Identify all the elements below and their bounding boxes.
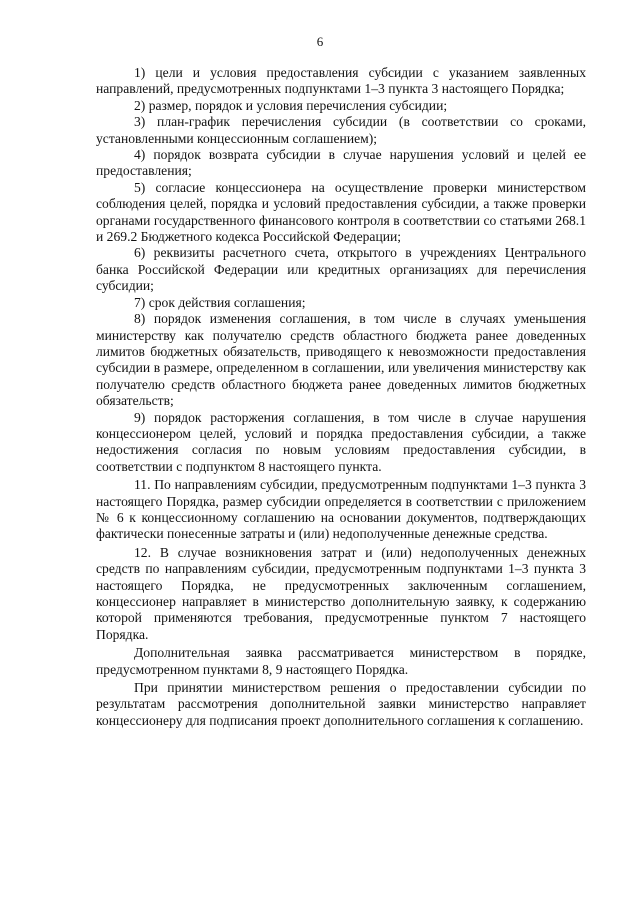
page-number: 6 — [316, 34, 324, 49]
list-item-3: 3) план-график перечисления субсидии (в соответствии со сроками, установленными концессионным соглашением); — [96, 114, 586, 146]
list-item-6: 6) реквизиты расчетного счета, открытого в учреждениях Центрального банка Российской Федерации или кредитных организациях для перечисления субсидии; — [96, 245, 586, 294]
paragraph-additional-review: Дополнительная заявка рассматривается министерством в порядке, предусмотренном пунктами 8, 9 настоящего Порядка. — [96, 645, 586, 677]
paragraph-12: 12. В случае возникновения затрат и (или) недополученных денежных средств по направлениям субсидии, предусмотренным подпунктами 1–3 пункта 3 настоящего Порядка, не предусмотренных заключенным соглашением, концессионер направляет в министерство дополнительную заявку, к содержанию которой применяются требования, предусмотренные пунктом 7 настоящего Порядка. — [96, 544, 586, 642]
list-item-4: 4) порядок возврата субсидии в случае нарушения условий и целей ее предоставления; — [96, 147, 586, 179]
document-body — [96, 65, 586, 729]
paragraph-decision: При принятии министерством решения о предоставлении субсидии по результатам рассмотрения дополнительной заявки министерство направляет концессионеру для подписания проект дополнительного соглашения к соглашению. — [96, 680, 586, 728]
list-item-9: 9) порядок расторжения соглашения, в том числе в случае нарушения концессионером целей, условий и порядка предоставления субсидии, а также недостижения согласия по новым условиям предоставления субсидии, в соответствии с подпунктом 8 настоящего пункта. — [96, 409, 586, 474]
list-item-5: 5) согласие концессионера на осуществление проверки министерством соблюдения целей, порядка и условий предоставления субсидии, а также проверки органами государственного финансового контроля в соответствии со статьями 268.1 и 269.2 Бюджетного кодекса Российской Федерации; — [96, 179, 586, 245]
list-item-2: 2) размер, порядок и условия перечисления субсидии; — [134, 97, 448, 113]
list-item-8: 8) порядок изменения соглашения, в том числе в случаях уменьшения министерству как получателю средств областного бюджета ранее доведенных лимитов бюджетных обязательств, приводящего к невозможности предоставления субсидии в размере, определенном в соглашении, или увеличения министерству как получателю средств областного бюджета ранее доведенных лимитов бюджетных обязательств; — [96, 311, 586, 409]
list-item-7: 7) срок действия соглашения; — [134, 294, 306, 310]
list-item-1: 1) цели и условия предоставления субсидии с указанием заявленных направлений, предусмотренных подпунктами 1–3 пункта 3 настоящего Порядка; — [96, 65, 586, 97]
paragraph-11: 11. По направлениям субсидии, предусмотренным подпунктами 1–3 пункта 3 настоящего Порядка, размер субсидии определяется в соответствии с приложением № 6 к концессионному соглашению на основании документов, подтверждающих фактически понесенные затраты и (или) недополученные денежные средства. — [96, 477, 586, 542]
